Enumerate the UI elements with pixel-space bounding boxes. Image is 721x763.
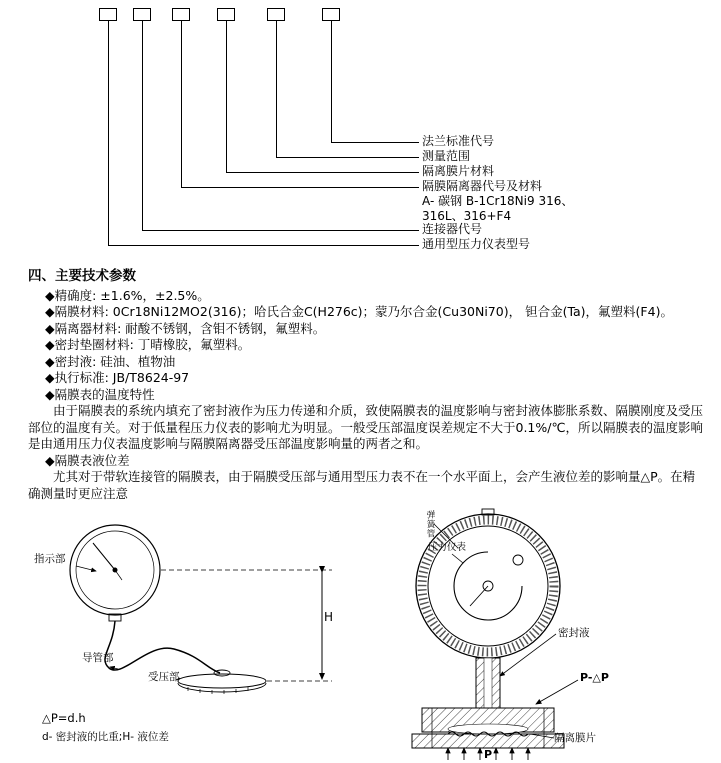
bullet-diaphragm-mat: ◆隔膜材料: 0Cr18Ni12MO2(316)；哈氏合金C(H276c)；蒙乃尔合金(Cu30Ni70)， 钽合金(Ta)，氟塑料(F4)。 xyxy=(45,304,673,319)
section-heading: 四、主要技术参数 xyxy=(28,268,136,284)
indicator-part-label: 指示部 xyxy=(34,553,66,565)
pressure-part-label: 受压部 xyxy=(148,671,180,683)
bourdon-tube-label: 弹簧管 xyxy=(425,510,435,539)
bullet-accuracy: ◆精确度: ±1.6%，±2.5%。 xyxy=(45,287,210,303)
tube-part-label: 导管部 xyxy=(82,652,114,664)
pressure-delta-label: P-△P xyxy=(580,671,609,684)
bullet-gasket-mat: ◆密封垫圈材料: 丁晴橡胶，氟塑料。 xyxy=(45,337,251,352)
formula-note: d- 密封液的比重;H- 液位差 xyxy=(42,731,169,743)
pressure-p-label: P xyxy=(484,748,493,761)
level-diff-formula: △P=d.h xyxy=(42,711,86,725)
label-diaphragm-material: 隔离膜片材料 xyxy=(422,164,495,178)
figures-area xyxy=(0,508,721,763)
bullet-standard: ◆执行标准: JB/T8624-97 xyxy=(45,370,190,385)
bullet-temperature: ◆隔膜表的温度特性 xyxy=(45,386,155,402)
pressure-gauge-label: 压力仪表 xyxy=(428,542,467,553)
height-dimension-label: H xyxy=(324,610,334,624)
label-measure-range: 测量范围 xyxy=(422,149,471,163)
left-figure-drawing xyxy=(30,516,350,701)
paragraph-level-diff: 尤其对于带软连接管的隔膜表，由于隔膜受压部与通用型压力表不在一个水平面上，会产生液位差的影响量△P。在精确测量时更应注意 xyxy=(28,469,696,501)
seal-liquid-label: 密封液 xyxy=(558,627,590,639)
tech-params-section xyxy=(28,268,703,502)
paragraph-temperature: 由于隔膜表的系统内填充了密封液作为压力传递和介质，致使隔膜表的温度影响与密封液体膨胀系数、隔膜刚度及受压部位的温度有关。对于低量程压力仪表的影响尤为明显。一般受压部温度误差规定不大于0.1%/℃，所以隔膜表的温度影响是由通用压力仪表温度影响与隔膜隔离器受压部温度影响量的两者之和。 xyxy=(28,403,704,451)
label-isolator-line3: 316L、316+F4 xyxy=(422,209,512,223)
isolation-diaphragm-label: 隔离膜片 xyxy=(554,732,596,744)
model-code-diagram xyxy=(0,0,721,258)
label-isolator-line2: A- 碳钢 B-1Cr18Ni9 316、 xyxy=(422,194,574,208)
label-flange-code: 法兰标准代号 xyxy=(422,134,495,148)
bullet-isolator-mat: ◆隔离器材料: 耐酸不锈钢，含钼不锈钢，氟塑料。 xyxy=(45,320,326,336)
bullet-level-diff: ◆隔膜表液位差 xyxy=(45,452,130,468)
bullet-seal-liquid: ◆密封液: 硅油、植物油 xyxy=(45,353,176,369)
connector-line xyxy=(108,20,419,246)
label-connector-code: 连接器代号 xyxy=(422,222,483,236)
label-general-model: 通用型压力仪表型号 xyxy=(422,237,531,251)
label-isolator-code: 隔膜隔离器代号及材料 xyxy=(422,179,543,193)
